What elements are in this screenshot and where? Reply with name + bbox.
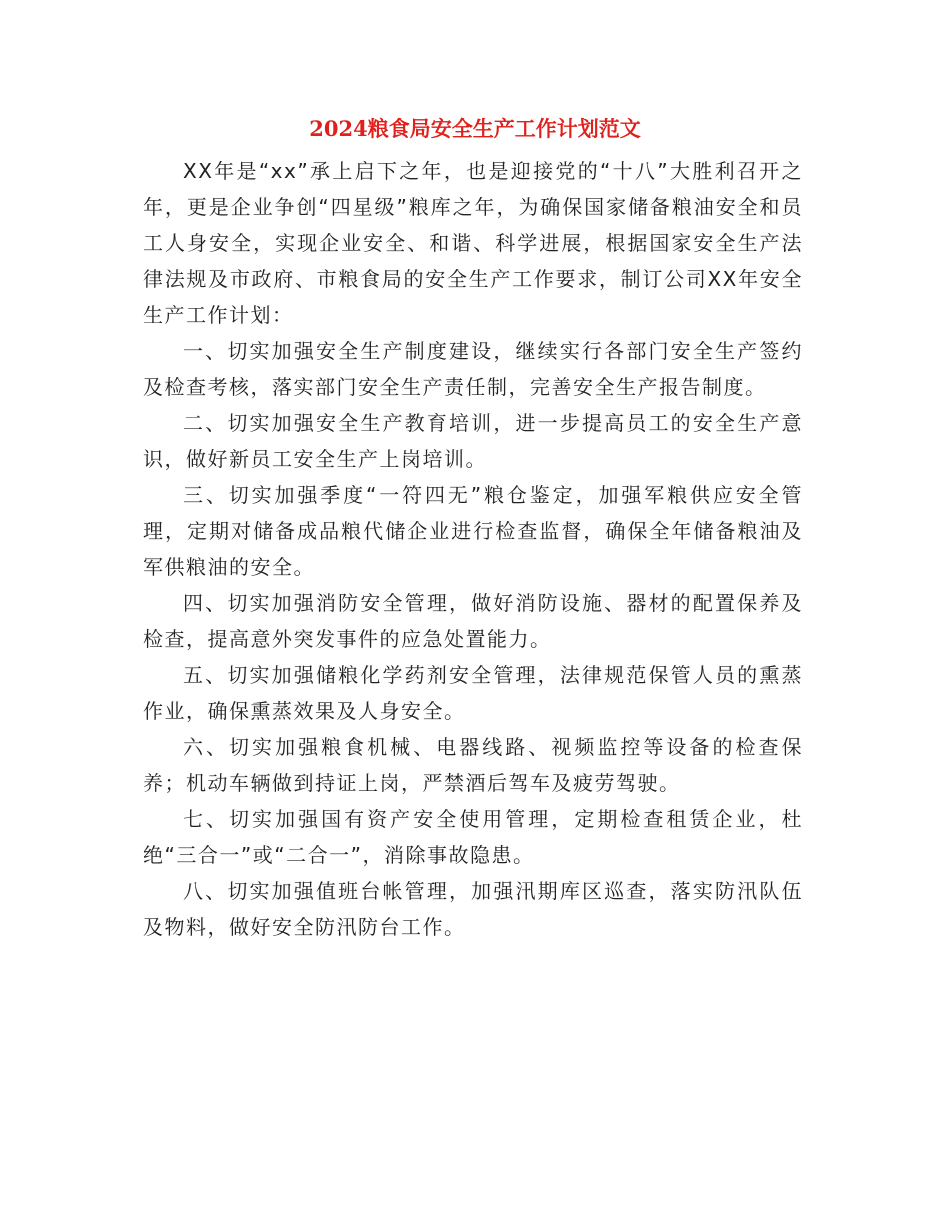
document-title: 2024粮食局安全生产工作计划范文 [309, 116, 641, 141]
paragraph-intro: XX年是“xx”承上启下之年，也是迎接党的“十八”大胜利召开之年，更是企业争创“四星级”粮库之年，为确保国家储备粮油安全和员工人身安全，实现企业安全、和谐、科学进展，根据国家安全生产法律法规及市政府、市粮食局的安全生产工作要求，制订公司XX年安全生产工作计划： [143, 159, 803, 327]
paragraph-item-1: 一、切实加强安全生产制度建设，继续实行各部门安全生产签约及检查考核，落实部门安全生产责任制，完善安全生产报告制度。 [143, 339, 803, 399]
paragraph-item-7: 七、切实加强国有资产安全使用管理，定期检查租赁企业，杜绝“三合一”或“二合一”，消除事故隐患。 [143, 807, 803, 867]
document-body [143, 153, 803, 945]
paragraph-item-4: 四、切实加强消防安全管理，做好消防设施、器材的配置保养及检查，提高意外突发事件的应急处置能力。 [143, 591, 803, 651]
paragraph-item-6: 六、切实加强粮食机械、电器线路、视频监控等设备的检查保养；机动车辆做到持证上岗，严禁酒后驾车及疲劳驾驶。 [143, 735, 803, 795]
paragraph-item-8: 八、切实加强值班台帐管理，加强汛期库区巡查，落实防汛队伍及物料，做好安全防汛防台工作。 [143, 879, 803, 939]
paragraph-item-2: 二、切实加强安全生产教育培训，进一步提高员工的安全生产意识，做好新员工安全生产上岗培训。 [143, 411, 803, 471]
paragraph-item-5: 五、切实加强储粮化学药剂安全管理，法律规范保管人员的熏蒸作业，确保熏蒸效果及人身安全。 [143, 663, 803, 723]
paragraph-item-3: 三、切实加强季度“一符四无”粮仓鉴定，加强军粮供应安全管理，定期对储备成品粮代储企业进行检查监督，确保全年储备粮油及军供粮油的安全。 [143, 483, 803, 579]
